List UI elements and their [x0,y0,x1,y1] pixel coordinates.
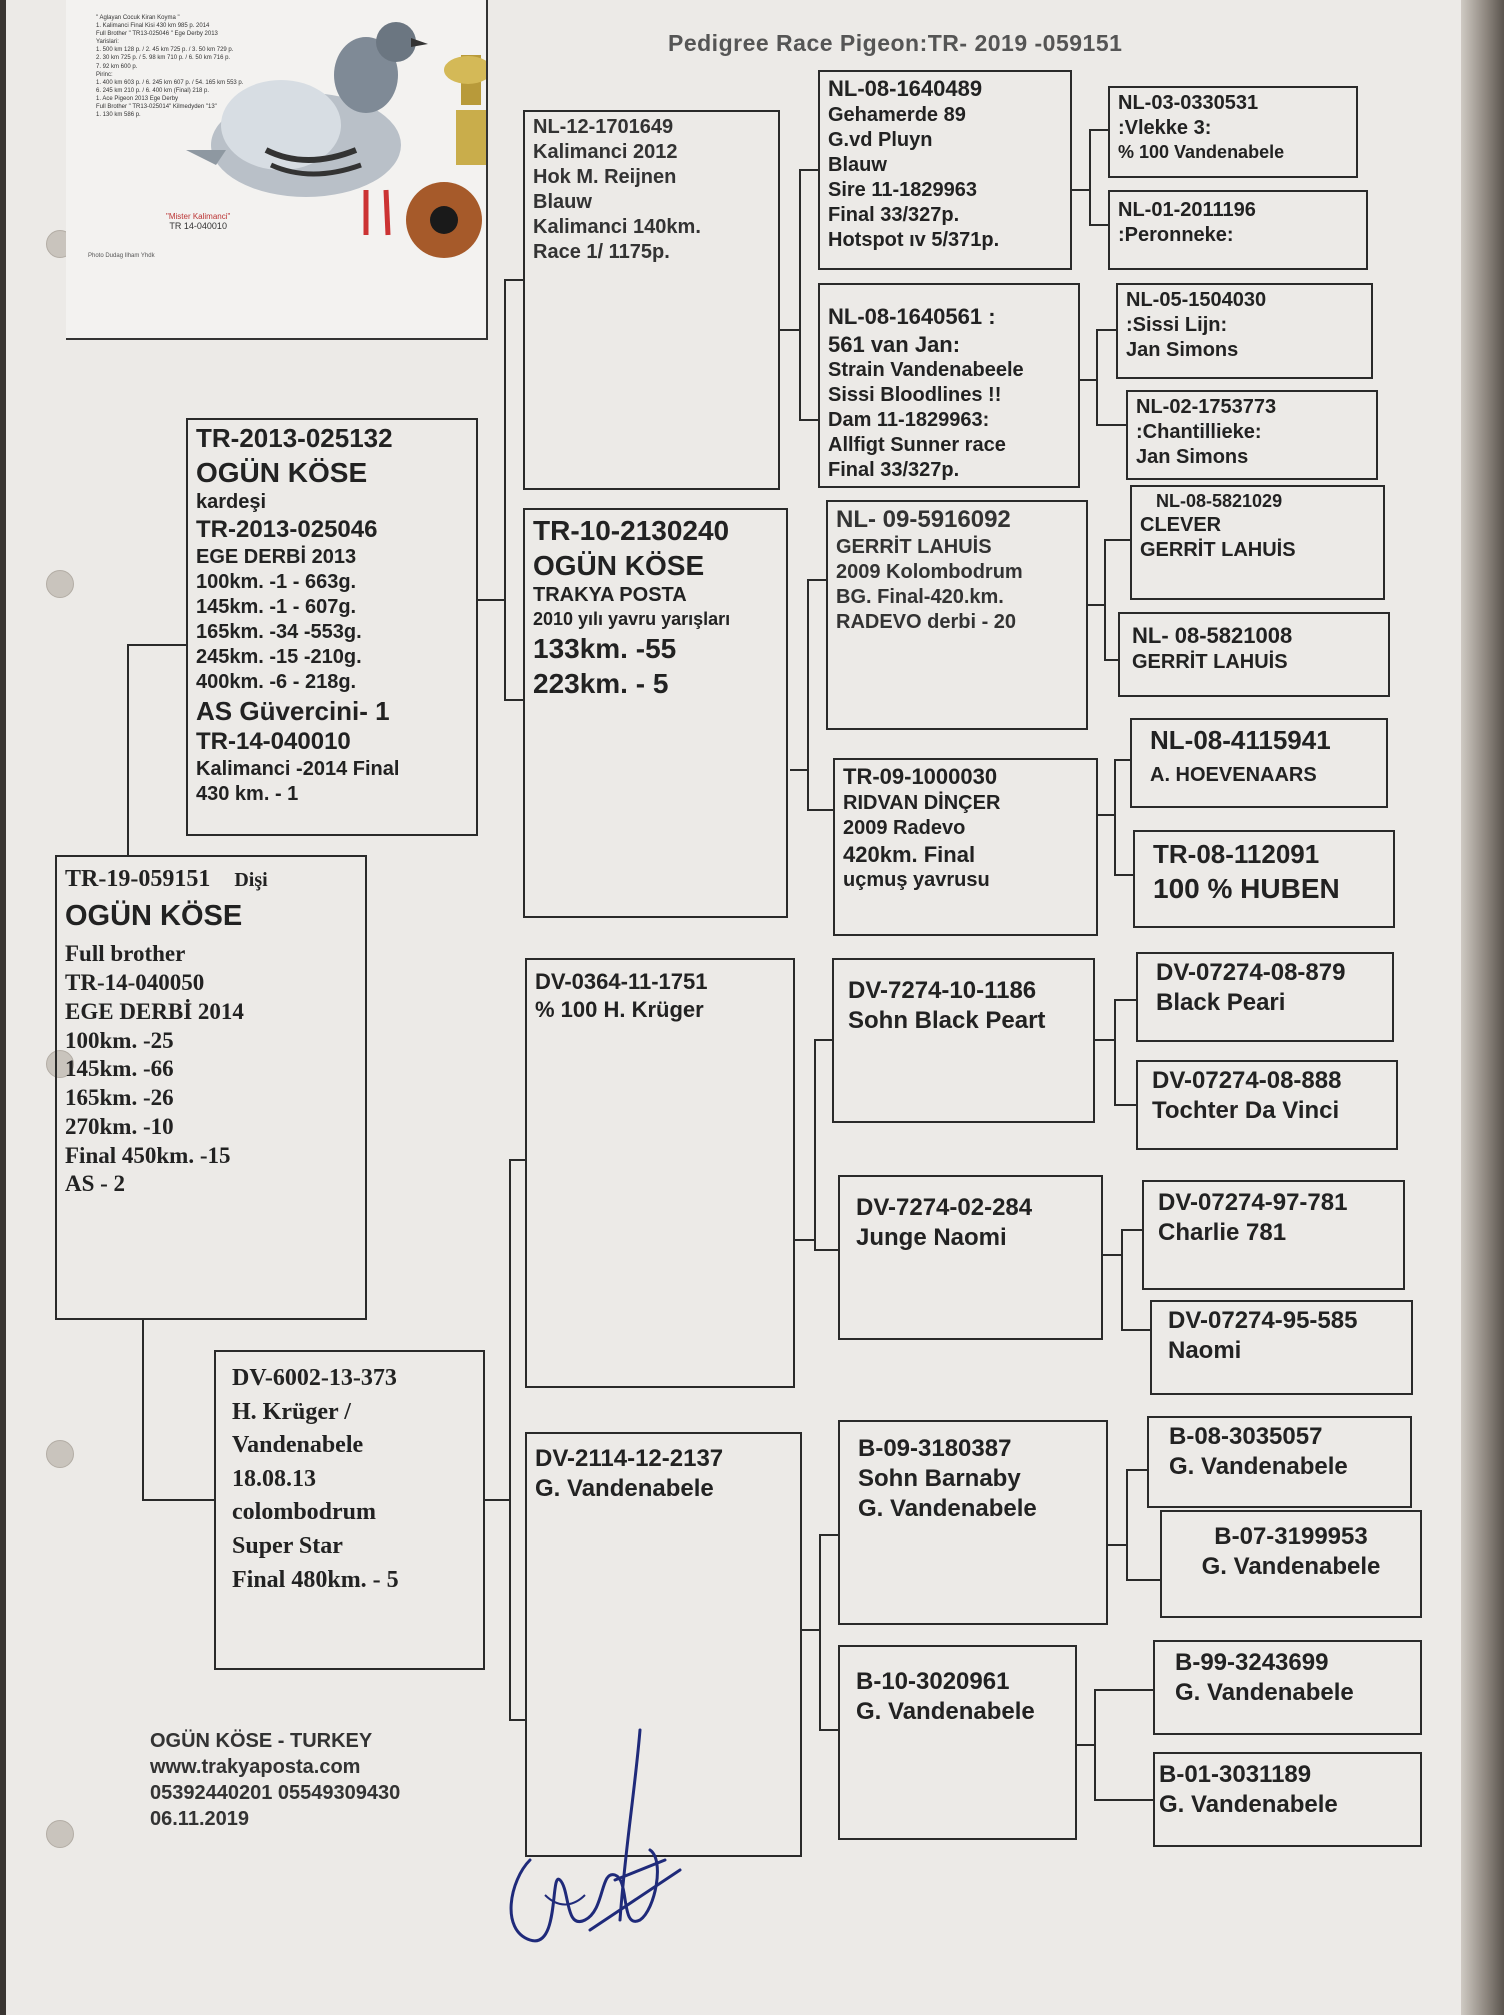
ring-number: B-01-3031189 [1159,1761,1312,1788]
ring-number: B-09-3180387 [858,1435,1012,1462]
ring-number: TR-10-2130240 [533,515,730,546]
result-line: 133km. -55 [533,632,677,664]
breeder-name: OGÜN KÖSE - TURKEY [150,1730,373,1752]
gg-grandparent-box-3 [1116,283,1373,379]
info-line: Allfigt Sunner race [828,434,1006,456]
granddam-sire-side-box [523,508,788,918]
ring-number: TR-19-059151 [65,866,211,892]
photo-text-line: Full Brother " TR13-025046 " Ege Derby 2013 [96,31,218,38]
info-line: CLEVER [1140,513,1222,536]
ring-number: B-07-3199953 [1214,1523,1368,1550]
result-line: 223km. - 5 [533,667,669,699]
ring-number: NL-08-1640561 : [828,304,996,329]
result-line: Final 33/327p. [828,459,960,481]
info-line: A. HOEVENAARS [1150,763,1317,786]
sex-label: Dişi [234,869,268,891]
date: 06.11.2019 [150,1808,249,1830]
photo-text-line: Yarislari: [96,39,119,46]
result-line: Final 33/327p. [828,203,960,226]
ring-number: B-99-3243699 [1175,1649,1329,1676]
gg-grandparent-box-16 [1153,1752,1422,1847]
ring-number: NL- 08-5821008 [1132,623,1293,648]
info-line: 561 van Jan: [828,331,961,357]
info-line: :Sissi Lijn: [1126,314,1228,336]
gg-grandparent-box-10 [1136,1060,1398,1150]
info-line: Junge Naomi [856,1224,1007,1251]
great-grandparent-box-5 [832,958,1095,1123]
result-line: Race 1/ 1175p. [533,241,670,263]
result-line: 400km. -6 - 218g. [196,670,357,693]
ring-number: NL-02-1753773 [1136,396,1277,418]
signature [490,1690,690,1950]
great-grandparent-box-8 [838,1645,1077,1840]
ring-number: TR-09-1000030 [843,764,998,789]
photo-caption-name: "Mister Kalimanci" [166,212,231,221]
info-line: 2010 yılı yavru yarışları [533,609,731,629]
info-line: kardeşi [196,490,267,513]
info-line: G. Vandenabele [856,1698,1035,1725]
great-grandparent-box-6 [838,1175,1103,1340]
ring-number: DV-0364-11-1751 [535,969,708,994]
info-line: Tochter Da Vinci [1152,1097,1340,1124]
info-line: 100 % HUBEN [1153,872,1340,904]
phone-numbers: 05392440201 05549309430 [150,1782,401,1804]
ring-number: B-08-3035057 [1169,1423,1323,1450]
info-line: Sohn Barnaby [858,1465,1021,1492]
info-line: Blauw [533,191,592,213]
owner-name: OGÜN KÖSE [196,456,368,488]
info-line: Dam 11-1829963: [828,409,990,431]
info-line: RIDVAN DİNÇER [843,791,1001,814]
ring-number: DV-7274-10-1186 [848,977,1037,1004]
info-line: 18.08.13 [232,1465,316,1492]
result-line: 420km. Final [843,841,976,867]
ring-number: NL-05-1504030 [1126,289,1267,311]
info-line: Blauw [828,153,887,176]
gg-grandparent-box-2 [1108,190,1368,270]
photo-text-line: 6. 245 km 210 p. / 6. 400 km (Final) 218 p. [96,87,210,94]
info-line: 2009 Radevo [843,816,966,839]
photo-caption-ring: TR 14-040010 [169,221,227,231]
ring-number: NL- 09-5916092 [836,506,1011,533]
photo-text-line: 1. 500 km 128 p. / 2. 45 km 725 p. / 3. 50 km 729 p. [96,47,234,54]
ring-number: NL-08-5821029 [1156,491,1283,511]
info-line: Jan Simons [1136,446,1249,468]
info-line: G. Vandenabele [1169,1453,1348,1480]
info-line: G. Vandenabele [1175,1679,1354,1706]
info-line: G. Vandenabele [858,1495,1037,1522]
great-grandparent-box-4 [833,758,1098,936]
photo-text-line: Full Brother " TR13-025014" Kilmedyden "13" [96,104,217,111]
photo-text-line: 1. Ace Pigeon 2013 Ege Derby [96,95,179,102]
info-line: G. Vandenabele [535,1475,714,1502]
info-line: TR-2013-025046 [196,515,378,543]
ring-number: B-10-3020961 [856,1668,1010,1695]
gg-grandparent-box-8 [1133,830,1395,928]
result-line: 165km. -26 [65,1085,174,1110]
result-line: BG. Final-420.km. [836,586,1004,608]
result-line: Hotspot ıv 5/371p. [828,228,1000,251]
breeder-contact-footer [150,1728,400,1832]
result-line: Final 450km. -15 [65,1142,231,1168]
ring-number: TR-08-112091 [1153,839,1320,869]
award-line: AS Güvercini- 1 [196,695,390,726]
gg-grandparent-box-13 [1147,1416,1412,1508]
info-line: TR-14-040050 [65,970,205,995]
info-line: Gehamerde 89 [828,103,966,126]
info-line: Black Peari [1156,989,1286,1016]
info-line: GERRİT LAHUİS [1140,538,1296,561]
info-line: :Chantillieke: [1136,421,1262,443]
gg-grandparent-box-15 [1153,1640,1422,1735]
info-line: G.vd Pluyn [828,128,933,151]
ring-number: NL-12-1701649 [533,116,674,138]
result-line: 270km. -10 [65,1113,174,1139]
info-line: Strain Vandenabeele [828,359,1024,381]
info-line: :Peronneke: [1118,224,1234,246]
subject-box [55,855,367,1320]
result-line: 165km. -34 -553g. [196,620,362,643]
result-line: RADEVO derbi - 20 [836,611,1017,633]
info-line: Jan Simons [1126,339,1239,361]
ring-number: NL-03-0330531 [1118,92,1259,114]
result-line: 245km. -15 -210g. [196,645,362,668]
dam-box [214,1350,485,1670]
ring-number: DV-07274-95-585 [1168,1307,1358,1334]
info-line: % 100 Vandenabele [1118,142,1285,162]
result-line: 100km. -1 - 663g. [196,570,357,593]
ring-number: DV-07274-97-781 [1158,1189,1348,1216]
ring-number: TR-2013-025132 [196,423,393,453]
result-line: Kalimanci -2014 Final [196,758,400,780]
info-line: EGE DERBİ 2014 [65,998,244,1024]
info-line: % 100 H. Krüger [535,996,704,1022]
grandsire-dam-side-box [525,958,795,1388]
great-grandparent-box-7 [838,1420,1108,1625]
photo-text-line: " Aglayan Cocuk Kiran Koyma " [96,15,180,21]
great-grandparent-box-2 [818,283,1080,488]
photo-text-line: Pirinc: [96,71,113,78]
result-line: Final 480km. - 5 [232,1566,399,1593]
info-line: Sire 11-1829963 [828,178,978,201]
gg-grandparent-box-4 [1126,390,1378,480]
great-grandparent-box-3 [826,500,1088,730]
info-line: GERRİT LAHUİS [1132,650,1288,673]
info-line: Full brother [65,941,186,967]
photo-text-line: 7. 92 km 600 p. [96,63,138,70]
photo-text-line: 2. 30 km 725 p. / 5. 98 km 710 p. / 6. 50 km 716 p. [96,55,231,62]
great-grandparent-box-1 [818,70,1072,270]
info-line: colombodrum [232,1499,376,1526]
photo-text-line: 1. 130 km 586 p. [96,112,141,119]
gg-grandparent-box-11 [1142,1180,1405,1290]
result-line: 145km. -1 - 607g. [196,595,357,618]
result-line: 145km. -66 [65,1056,174,1082]
gg-grandparent-box-1 [1108,86,1358,178]
info-line: Vandenabele [232,1432,364,1459]
ring-number: DV-7274-02-284 [856,1194,1033,1221]
gg-grandparent-box-5 [1130,485,1385,600]
result-line: 430 km. - 1 [196,783,299,805]
result-line: Kalimanci 140km. [533,216,701,238]
gg-grandparent-box-6 [1118,612,1390,697]
result-line: AS - 2 [65,1171,126,1197]
info-line: H. Krüger / [232,1398,351,1425]
page-title: Pedigree Race Pigeon:TR- 2019 -059151 [668,30,1123,56]
info-line: G. Vandenabele [1201,1553,1381,1580]
info-line: :Vlekke 3: [1118,117,1212,139]
info-line: Kalimanci 2012 [533,141,678,163]
photo-text-line: 1. 400 km 603 p. / 6. 245 km 607 p. / 54. 165 km 553 p. [96,79,244,86]
info-line: Naomi [1168,1337,1242,1364]
owner-name: OGÜN KÖSE [65,900,243,932]
info-line: Sissi Bloodlines !! [828,384,1002,406]
ring-number: DV-6002-13-373 [232,1365,397,1391]
gg-grandparent-box-9 [1136,952,1394,1042]
result-line: uçmuş yavrusu [843,869,990,891]
info-line: 2009 Kolombodrum [836,561,1023,583]
grandsire-sire-side-box [523,110,780,490]
ring-number: TR-14-040010 [196,728,351,755]
info-line: GERRİT LAHUİS [836,536,992,558]
ring-number: NL-08-1640489 [828,76,983,101]
photo-credit: Photo Dudag Ilham Yhdk [88,253,155,259]
ring-number: NL-08-4115941 [1150,725,1331,755]
sire-box [186,418,478,836]
gg-grandparent-box-12 [1150,1300,1413,1395]
ring-number: DV-07274-08-888 [1152,1067,1342,1094]
info-line: EGE DERBİ 2013 [196,545,357,568]
ring-number: DV-07274-08-879 [1156,959,1346,986]
info-line: Super Star [232,1532,343,1559]
photo-text-line: 1. Kalimanci Final Kisi 430 km 985 p. 2014 [96,23,210,30]
gg-grandparent-box-14 [1160,1510,1422,1618]
gg-grandparent-box-7 [1130,718,1388,808]
info-line: Sohn Black Peart [848,1007,1046,1034]
info-line: TRAKYA POSTA [533,584,687,606]
ring-number: DV-2114-12-2137 [535,1445,724,1472]
result-line: 100km. -25 [65,1027,174,1053]
info-line: Hok M. Reijnen [533,166,677,188]
info-line: G. Vandenabele [1159,1791,1338,1818]
owner-name: OGÜN KÖSE [533,550,705,581]
ring-number: NL-01-2011196 [1118,199,1256,221]
website: www.trakyaposta.com [150,1756,361,1778]
info-line: Charlie 781 [1158,1219,1287,1246]
